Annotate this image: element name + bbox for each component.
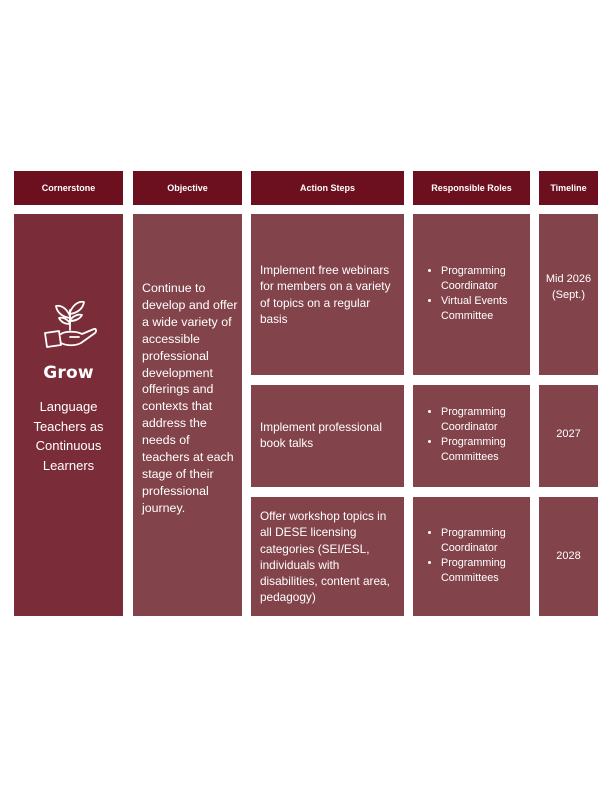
action-step-cell: [251, 385, 404, 487]
action-step-text: Implement free webinars for members on a variety of topics on a regular basis: [260, 263, 391, 326]
role-item: • Programming Coordinator: [441, 264, 530, 294]
objective-text: Continue to develop and offer a wide variety of accessible professional development offerings and contexts that address the needs of teachers at each stage of their professional journey.: [142, 281, 238, 515]
action-step-cell: [251, 214, 404, 375]
responsible-roles-cell: [413, 214, 530, 375]
roles-list: [413, 405, 530, 465]
cornerstone-title: Grow: [43, 363, 94, 383]
cornerstone-description: Language Teachers as Continuous Learners: [33, 399, 104, 473]
timeline-cell: [539, 497, 598, 616]
roles-list: [413, 264, 530, 324]
responsible-roles-cell: [413, 385, 530, 487]
cornerstone-cell: [14, 214, 123, 616]
roles-list: [413, 526, 530, 586]
timeline-text: 2028: [556, 550, 581, 562]
action-step-cell: [251, 497, 404, 616]
header-timeline: Timeline: [539, 171, 598, 205]
header-objective: Objective: [133, 171, 242, 205]
role-item: • Virtual Events Committee: [441, 294, 530, 324]
header-responsible-roles: Responsible Roles: [413, 171, 530, 205]
responsible-roles-cell: [413, 497, 530, 616]
timeline-cell: [539, 385, 598, 487]
hand-with-plant-icon: [39, 296, 99, 357]
timeline-text: 2027: [556, 428, 581, 440]
timeline-cell: [539, 214, 598, 375]
role-item: • Programming Coordinator: [441, 526, 530, 556]
timeline-text: Mid 2026 (Sept.): [545, 273, 592, 301]
action-step-text: Offer workshop topics in all DESE licensing categories (SEI/ESL, individuals with disabilities, content area, pedagogy): [260, 509, 390, 605]
role-item: • Programming Committees: [441, 556, 530, 586]
header-action-steps: Action Steps: [251, 171, 404, 205]
role-item: • Programming Committees: [441, 435, 530, 465]
objective-cell: [133, 214, 242, 616]
action-step-text: Implement professional book talks: [260, 420, 382, 451]
header-cornerstone: Cornerstone: [14, 171, 123, 205]
role-item: • Programming Coordinator: [441, 405, 530, 435]
